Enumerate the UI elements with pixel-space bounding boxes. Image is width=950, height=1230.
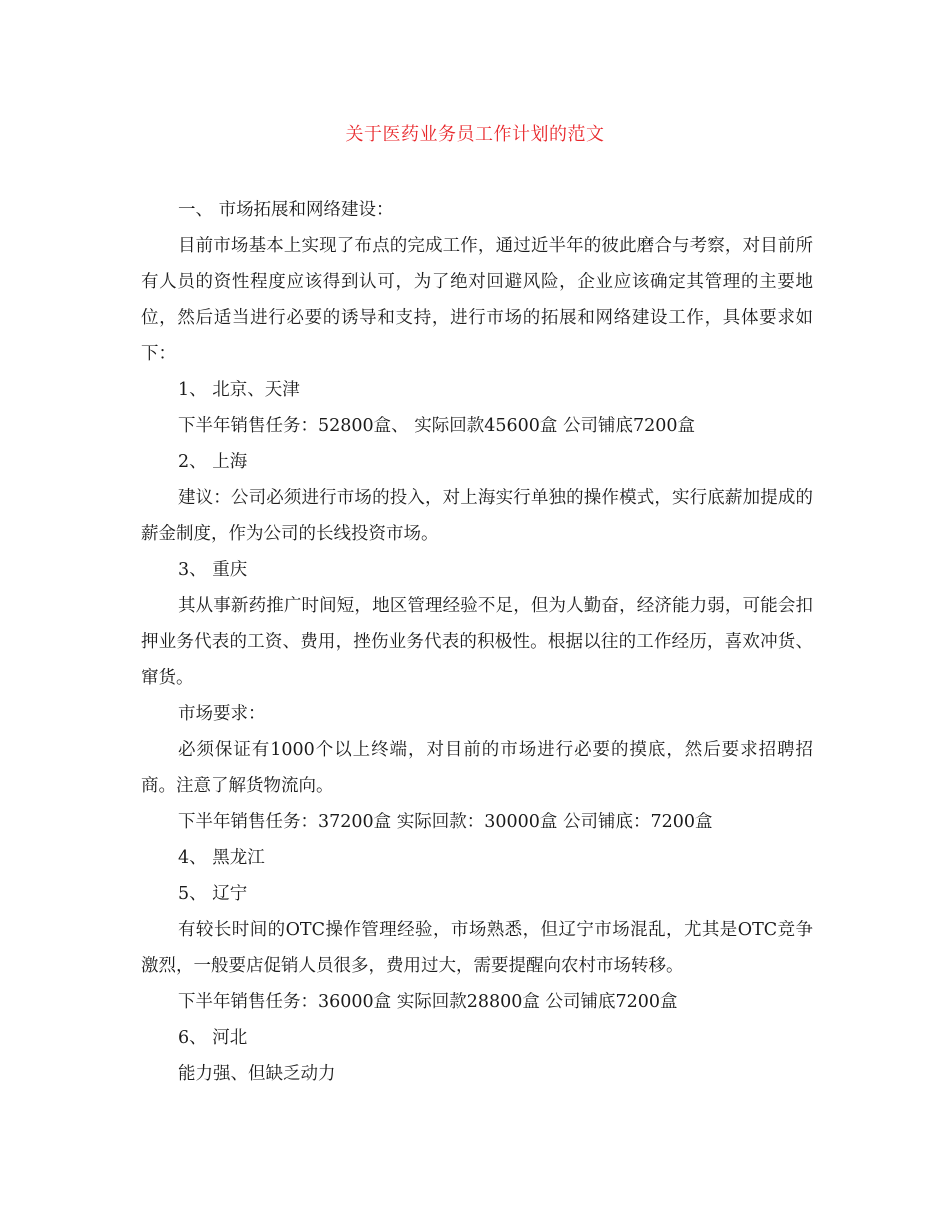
sales-target-beijing-tianjin: 下半年销售任务：52800盒、 实际回款45600盒 公司铺底7200盒 bbox=[178, 416, 696, 436]
region-heading-hebei: 6、 河北 bbox=[178, 1028, 248, 1048]
paragraph-intro: 目前市场基本上实现了布点的完成工作，通过近半年的彼此磨合与考察，对目前所有人员的资性程度应该得到认可，为了绝对回避风险，企业应该确定其管理的主要地位，然后适当进行必要的诱导和支持，进行市场的拓展和网络建设工作，具体要求如下： bbox=[141, 236, 813, 364]
sales-target-liaoning: 下半年销售任务：36000盒 实际回款28800盒 公司铺底7200盒 bbox=[178, 992, 678, 1012]
region-heading-beijing-tianjin: 1、 北京、天津 bbox=[178, 380, 300, 400]
region-heading-heilongjiang: 4、 黑龙江 bbox=[178, 848, 265, 868]
region-heading-chongqing: 3、 重庆 bbox=[178, 560, 248, 580]
region-heading-liaoning: 5、 辽宁 bbox=[178, 884, 248, 904]
subheading-market-requirements: 市场要求： bbox=[178, 704, 266, 724]
section-heading-market-expansion: 一、 市场拓展和网络建设： bbox=[178, 200, 394, 220]
document-body bbox=[141, 192, 813, 1092]
paragraph-chongqing-assessment: 其从事新药推广时间短，地区管理经验不足，但为人勤奋，经济能力弱，可能会扣押业务代表的工资、费用，挫伤业务代表的积极性。根据以往的工作经历，喜欢冲货、窜货。 bbox=[141, 596, 813, 688]
region-heading-shanghai: 2、 上海 bbox=[178, 452, 248, 472]
paragraph-hebei-assessment: 能力强、但缺乏动力 bbox=[178, 1064, 336, 1084]
paragraph-chongqing-requirements: 必须保证有1000个以上终端，对目前的市场进行必要的摸底，然后要求招聘招商。注意了解货物流向。 bbox=[141, 740, 813, 796]
document-title: 关于医药业务员工作计划的范文 bbox=[345, 124, 605, 145]
paragraph-liaoning-assessment: 有较长时间的OTC操作管理经验，市场熟悉，但辽宁市场混乱，尤其是OTC竞争激烈，一般要店促销人员很多，费用过大，需要提醒向农村市场转移。 bbox=[141, 920, 813, 976]
sales-target-chongqing: 下半年销售任务：37200盒 实际回款：30000盒 公司铺底：7200盒 bbox=[178, 812, 713, 832]
paragraph-shanghai-suggestion: 建议：公司必须进行市场的投入，对上海实行单独的操作模式，实行底薪加提成的薪金制度，作为公司的长线投资市场。 bbox=[141, 488, 813, 544]
